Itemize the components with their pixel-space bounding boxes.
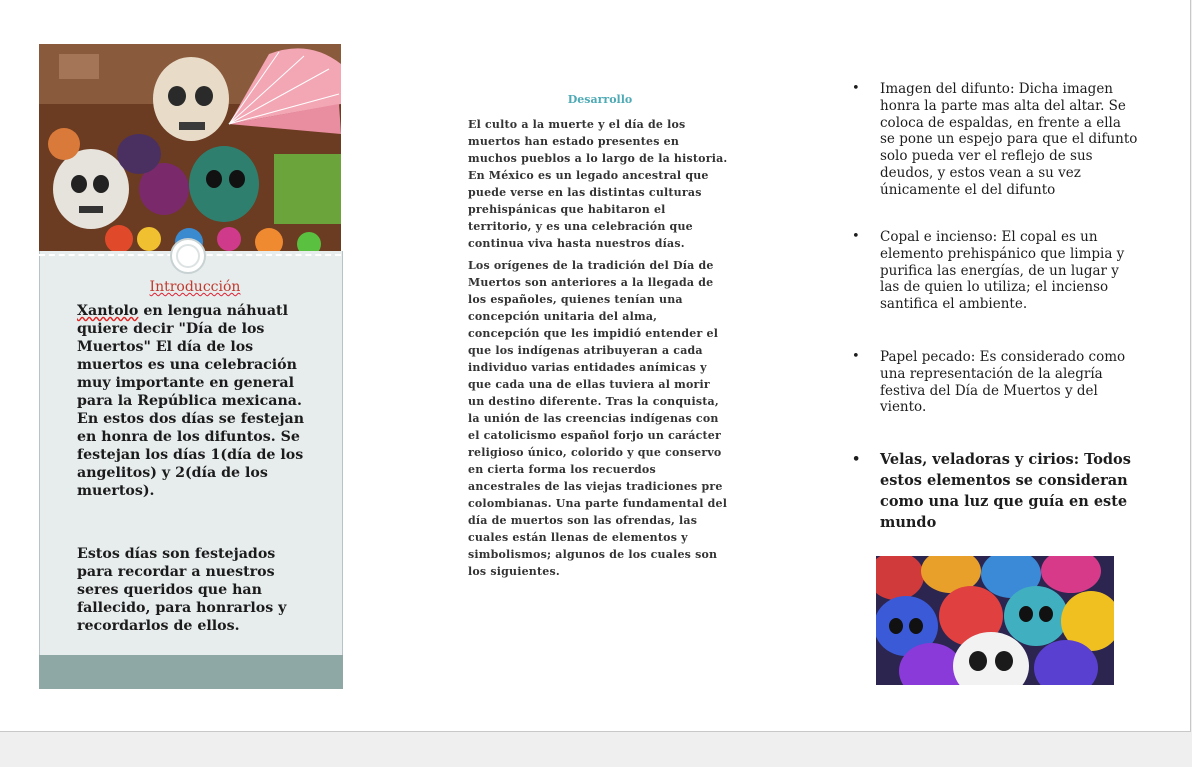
- list-item: [848, 81, 1138, 229]
- list-item: [848, 229, 1138, 349]
- desarrollo-paragraph-2: Los orígenes de la tradición del Día de Muertos son anteriores a la llegada de los españoles, quienes tenían una concepción unitaria del alma, concepción que les impidió entender el que los indígenas atribuyeran a cada individuo varias entidades anímicas y que cada una de ellas tuviera al morir un destino diferente. Tras la conquista, la unión de las creencias indígenas con el catolicismo español forjo un carácter religioso único, colorido y que conservo en cierta forma los recuerdos ancestrales de las viejas tradiciones pre colombianas. Una parte fundamental del día de muertos son las ofrendas, las cuales están llenas de elementos y simbolismos; algunos de los cuales son los siguientes.: [468, 259, 728, 578]
- offering-elements-list: [848, 81, 1138, 533]
- list-item-text: Imagen del difunto: Dicha imagen honra la parte mas alta del altar. Se coloca de espaldas, en frente a ella se pone un espejo para que el difunto solo pueda ver el reflejo de sus deudos, y estos vean a su vez únicamente el del difunto: [880, 81, 1138, 198]
- bullet-icon: •: [852, 452, 861, 467]
- desarrollo-heading: Desarrollo: [567, 93, 633, 106]
- list-item-text: Velas, veladoras y cirios: Todos estos elementos se consideran como una luz que guía en este mundo: [880, 451, 1131, 531]
- skulls-photo: [39, 44, 341, 251]
- bullet-icon: •: [852, 81, 860, 96]
- bullet-icon: •: [852, 229, 860, 244]
- intro-paragraph-2: Estos días son festejados para recordar a nuestros seres queridos que han fallecido, para honrarlos y recordarlos de ellos.: [77, 546, 287, 634]
- misspelled-word: Xantolo: [77, 303, 139, 319]
- intro-footer-band: [39, 655, 343, 689]
- workspace-background: [0, 732, 1192, 767]
- desarrollo-paragraph-1: El culto a la muerte y el día de los muertos han estado presentes en muchos pueblos a lo largo de la historia. En México es un legado ancestral que puede verse en las distintas culturas prehispánicas que habitaron el territorio, y es una celebración que continua viva hasta nuestros días.: [468, 118, 728, 250]
- list-item-text: Copal e incienso: El copal es un elemento prehispánico que limpia y purifica las energías, de un lugar y las de quien lo utiliza; el incienso santifica el ambiente.: [880, 229, 1125, 313]
- intro-paragraph-1: [77, 302, 313, 500]
- list-item-text: Papel pecado: Es considerado como una representación de la alegría festiva del Día de Muertos y del viento.: [880, 349, 1126, 416]
- list-item: [848, 349, 1138, 449]
- sugar-skulls-photo: [876, 556, 1114, 685]
- bullet-icon: •: [852, 349, 860, 364]
- intro-paragraph-1-text: en lengua náhuatl quiere decir "Día de los Muertos" El día de los muertos es una celebración muy importante en general para la República mexicana. En estos dos días se festejan en honra de los difuntos. Se festejan los días 1(día de los angelitos) y 2(día de los muertos).: [77, 303, 305, 499]
- list-item: [848, 449, 1138, 533]
- decorative-circle-inner: [176, 244, 200, 268]
- intro-heading: Introducción: [149, 279, 241, 295]
